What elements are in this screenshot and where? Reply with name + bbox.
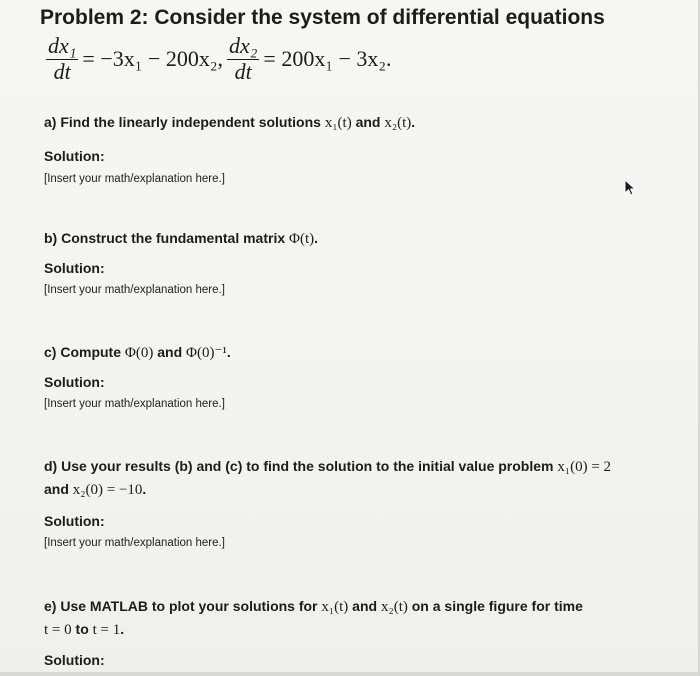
derivative-x1: $\frac{\text{dx₁}}{dt}$	[48, 33, 77, 84]
part-c-question: c) Compute Φ(0) and Φ(0)⁻¹.	[44, 344, 231, 361]
equation-1-rhs: = −3x₁ − 200x₂,	[82, 46, 223, 71]
part-b-question: b) Construct the fundamental matrix Φ(t).	[44, 230, 319, 247]
equation-2-rhs: = 200x₁ − 3x₂.	[263, 46, 392, 71]
part-d-question-line1: d) Use your results (b) and (c) to find the solution to the initial value problem x₁(0) = 2	[44, 458, 612, 475]
differential-equation-system	[44, 34, 394, 84]
part-d-solution-label: Solution:	[44, 513, 105, 529]
mouse-pointer-icon	[623, 178, 639, 198]
part-e-solution-label: Solution:	[44, 652, 105, 668]
part-b-solution-label: Solution:	[44, 260, 105, 276]
part-c-solution-label: Solution:	[44, 374, 105, 390]
part-d-question-line2: and x₂(0) = −10.	[44, 481, 147, 498]
part-c-answer-placeholder[interactable]: [Insert your math/explanation here.]	[44, 398, 225, 410]
part-a-solution-label: Solution:	[44, 148, 105, 164]
part-e-question-line1: e) Use MATLAB to plot your solutions for x₁(t) and x₂(t) on a single figure for time	[44, 598, 583, 615]
part-d-answer-placeholder[interactable]: [Insert your math/explanation here.]	[44, 537, 225, 549]
part-a-answer-placeholder[interactable]: [Insert your math/explanation here.]	[44, 173, 225, 185]
part-e-question-line2: t = 0 to t = 1.	[44, 621, 125, 638]
part-b-answer-placeholder[interactable]: [Insert your math/explanation here.]	[44, 284, 225, 296]
problem-title: Problem 2: Consider the system of differential equations	[40, 6, 605, 29]
part-a-question: a) Find the linearly independent solutions x₁(t) and x₂(t).	[44, 114, 416, 131]
derivative-x2: $\frac{\text{dx₂}}{dt}$	[228, 33, 258, 84]
page-bottom-edge	[0, 672, 698, 676]
